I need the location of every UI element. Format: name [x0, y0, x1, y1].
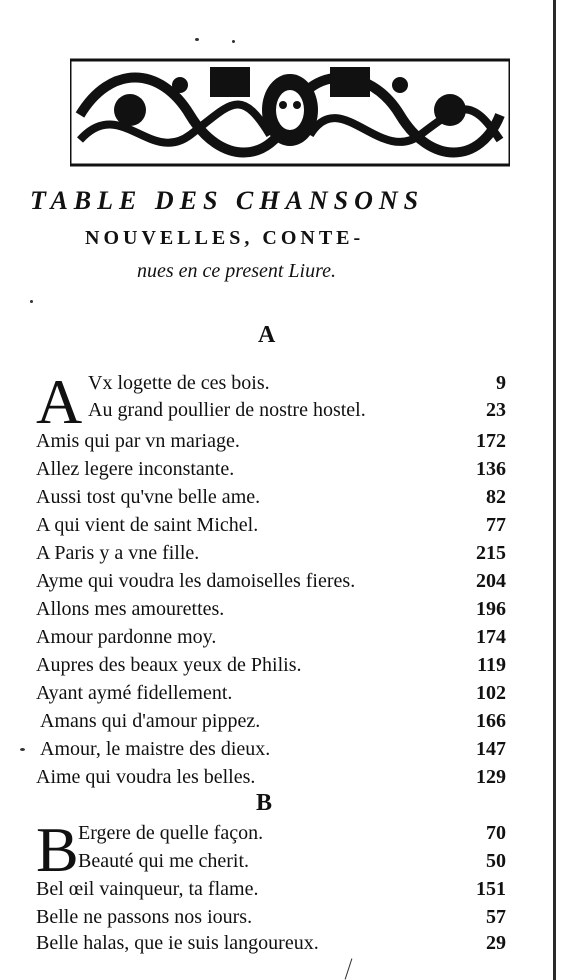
entry-text: A qui vient de saint Michel. — [36, 514, 259, 536]
entry-page: 50 — [486, 850, 506, 872]
print-speck — [30, 300, 33, 303]
list-item — [36, 680, 506, 706]
list-item — [36, 512, 506, 538]
print-speck — [20, 748, 25, 751]
list-item — [36, 484, 506, 510]
list-item — [36, 624, 506, 650]
entry-text: Allons mes amourettes. — [36, 598, 225, 620]
entry-page: 70 — [486, 822, 506, 844]
list-item — [78, 820, 506, 846]
drop-cap-a: A — [36, 366, 83, 437]
list-item — [88, 397, 506, 423]
list-item — [36, 596, 506, 622]
entry-page: 57 — [486, 906, 506, 928]
entry-text: Ayme qui voudra les damoiselles fieres. — [36, 570, 356, 592]
entry-page: 129 — [476, 766, 506, 788]
print-speck — [232, 40, 235, 43]
list-item — [40, 708, 506, 734]
entry-text: Amour pardonne moy. — [36, 626, 217, 648]
page-edge-rule — [553, 0, 556, 980]
entry-page: 196 — [476, 598, 506, 620]
entry-text: Ayant aymé fidellement. — [36, 682, 233, 704]
entry-text: Amis qui par vn mariage. — [36, 430, 240, 452]
list-item — [36, 904, 506, 930]
list-item — [88, 370, 506, 396]
entry-page: 174 — [476, 626, 506, 648]
entry-page: 77 — [486, 514, 506, 536]
entry-text: Bel œil vainqueur, ta flame. — [36, 878, 259, 900]
section-letter-b: B — [256, 790, 273, 816]
entry-page: 23 — [486, 399, 506, 421]
entry-text: Vx logette de ces bois. — [88, 372, 270, 394]
entry-text: Allez legere inconstante. — [36, 458, 235, 480]
list-item — [36, 568, 506, 594]
page-mark — [345, 958, 353, 979]
drop-cap-b: B — [36, 814, 79, 885]
entry-page: 215 — [476, 542, 506, 564]
entry-page: 204 — [476, 570, 506, 592]
entry-page: 82 — [486, 486, 506, 508]
entry-page: 166 — [476, 710, 506, 732]
list-item — [40, 736, 506, 762]
list-item — [36, 652, 506, 678]
entry-text: Beauté qui me cherit. — [78, 850, 250, 872]
entry-page: 147 — [476, 738, 506, 760]
entry-text: Amans qui d'amour pippez. — [40, 710, 261, 732]
page-title: TABLE DES CHANSONS — [30, 186, 425, 215]
section-letter-a: A — [258, 322, 276, 348]
list-item — [36, 764, 506, 790]
page-subtitle-continued: nues en ce present Liure. — [137, 260, 337, 282]
entry-page: 102 — [476, 682, 506, 704]
entry-page: 151 — [476, 878, 506, 900]
list-item — [36, 428, 506, 454]
entry-text: A Paris y a vne fille. — [36, 542, 200, 564]
entry-text: Amour, le maistre des dieux. — [40, 738, 271, 760]
page-subtitle: NOUVELLES, CONTE- — [85, 227, 365, 249]
list-item — [36, 456, 506, 482]
entry-text: Aupres des beaux yeux de Philis. — [36, 654, 302, 676]
entry-page: 119 — [477, 654, 506, 676]
entry-page: 136 — [476, 458, 506, 480]
entry-text: Aussi tost qu'vne belle ame. — [36, 486, 261, 508]
entry-page: 29 — [486, 932, 506, 954]
list-item — [36, 540, 506, 566]
entry-text: Aime qui voudra les belles. — [36, 766, 256, 788]
entry-text: Belle halas, que ie suis langoureux. — [36, 932, 319, 954]
entry-page: 9 — [496, 372, 506, 394]
entry-text: Belle ne passons nos iours. — [36, 906, 253, 928]
list-item — [36, 930, 506, 956]
print-speck — [195, 38, 199, 41]
entry-text: Au grand poullier de nostre hostel. — [88, 399, 366, 421]
entry-text: Ergere de quelle façon. — [78, 822, 264, 844]
list-item — [78, 848, 506, 874]
list-item — [36, 876, 506, 902]
decorative-headpiece — [70, 55, 510, 170]
entry-page: 172 — [476, 430, 506, 452]
